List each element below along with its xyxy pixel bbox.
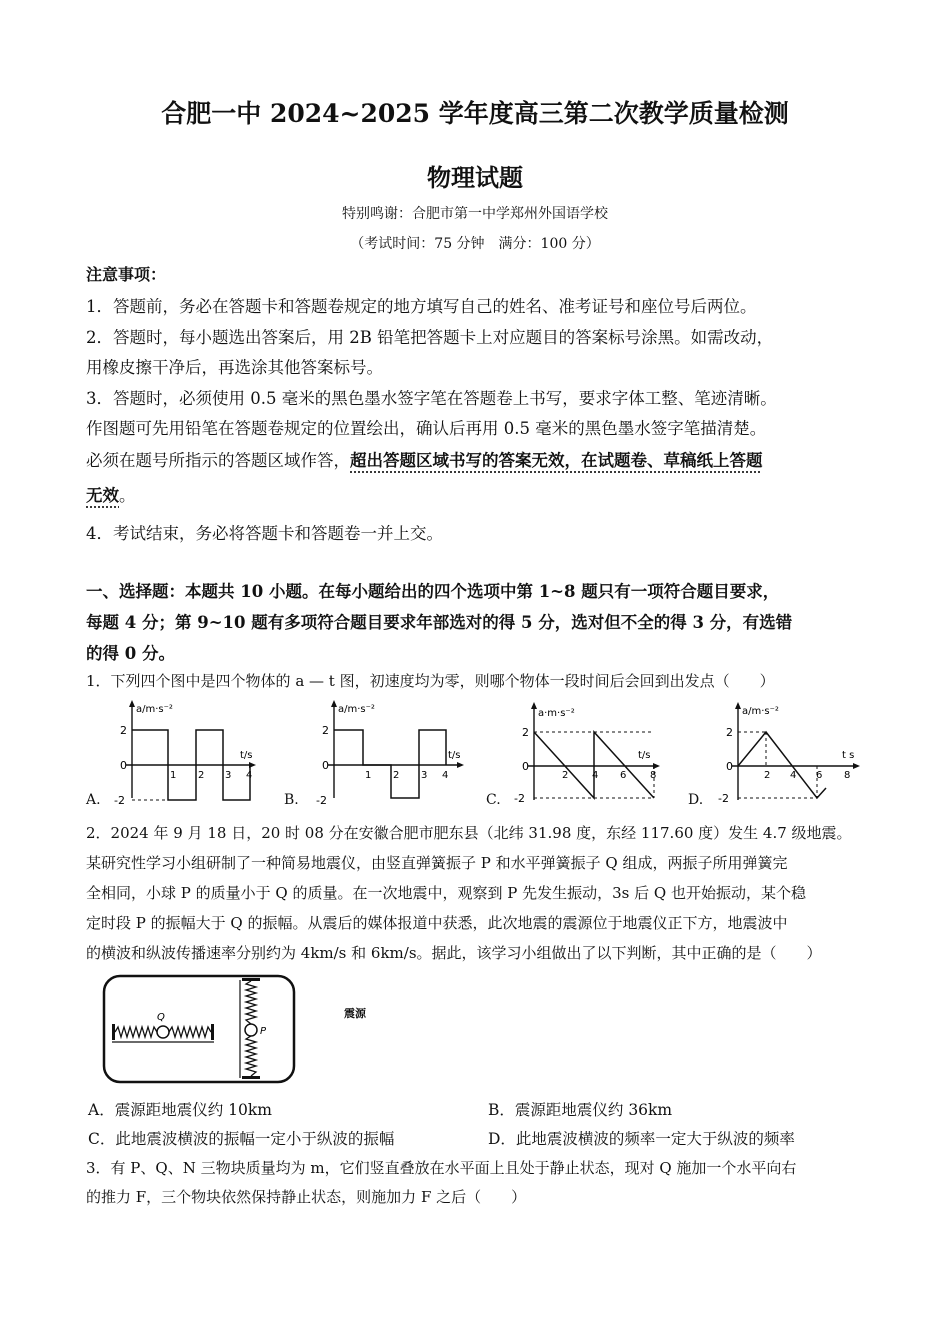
- ball-p: [245, 1024, 257, 1036]
- acceleration-curve: [334, 730, 449, 798]
- section1-line-1: 一、选择题：本题共 10 小题。在每小题给出的四个选项中第 1~8 题只有一项符合题目要求，: [86, 582, 780, 601]
- q2-option-b: B．震源距地震仪约 36km: [488, 1101, 673, 1119]
- label-q: Q: [157, 1012, 165, 1023]
- top-wall: [242, 978, 260, 981]
- y-tick-neg2: -2: [114, 794, 125, 807]
- notice-item-1: 1．答题前，务必在答题卡和答题卷规定的地方填写自己的姓名、准考证号和座位号后两位。: [86, 297, 757, 316]
- q3-line-1: 3．有 P、Q、N 三物块质量均为 m，它们竖直叠放在水平面上且处于静止状态，现对 Q 施加一个水平向右: [86, 1159, 797, 1177]
- y-tick-0: 0: [322, 759, 329, 772]
- x-tick-4: 4: [790, 770, 797, 781]
- y-axis-arrow: [129, 700, 135, 707]
- q2-line-5: 的横波和纵波传播速率分别约为 4km/s 和 6km/s。据此，该学习小组做出了以下判断，其中正确的是（ ）: [86, 944, 822, 962]
- y-axis-arrow: [331, 700, 337, 707]
- y-tick-2: 2: [322, 724, 329, 737]
- q2-line-2: 某研究性学习小组研制了一种简易地震仪，由竖直弹簧振子 P 和水平弹簧振子 Q 组成，两振子所用弹簧完: [86, 854, 788, 872]
- x-tick-4: 4: [442, 770, 449, 781]
- x-axis-arrow: [853, 763, 860, 769]
- notice-item-3-emphasis-end: 无效: [86, 486, 119, 505]
- x-tick-3: 3: [225, 770, 232, 781]
- x-tick-1: 1: [365, 770, 372, 781]
- notice-item-3-period: 。: [119, 486, 136, 505]
- y-tick-2: 2: [726, 726, 733, 739]
- bottom-wall: [242, 1076, 260, 1079]
- notice-item-4: 4．考试结束，务必将答题卡和答题卷一并上交。: [86, 524, 443, 543]
- y-tick-neg2: -2: [514, 792, 525, 805]
- spring-p-top: [246, 981, 256, 1024]
- subject-title: 物理试题: [427, 163, 523, 192]
- q1-graph-a-svg: [86, 698, 266, 810]
- exam-title: 合肥一中 2024~2025 学年度高三第二次教学质量检测: [161, 99, 789, 128]
- y-tick-neg2: -2: [718, 792, 729, 805]
- exam-info: （考试时间：75 分钟 满分：100 分）: [350, 236, 600, 252]
- label-p: P: [260, 1026, 267, 1037]
- x-tick-4: 4: [592, 770, 599, 781]
- spring-q-left: [115, 1027, 157, 1037]
- x-axis-label: t/s: [638, 750, 651, 761]
- x-tick-3: 3: [421, 770, 428, 781]
- x-tick-8: 8: [844, 770, 851, 781]
- q2-line-3: 全相同，小球 P 的质量小于 Q 的质量。在一次地震中，观察到 P 先发生振动，3s 后 Q 也开始振动，某个稳: [86, 884, 806, 902]
- q1-graph-b-svg: [276, 698, 476, 810]
- y-tick-0: 0: [726, 760, 733, 773]
- y-tick-2: 2: [522, 726, 529, 739]
- q1-option-d-label: D.: [688, 792, 704, 808]
- left-wall: [112, 1024, 115, 1040]
- q3-line-2: 的推力 F，三个物块依然保持静止状态，则施加力 F 之后（ ）: [86, 1188, 527, 1206]
- q2-option-c: C．此地震波横波的振幅一定小于纵波的振幅: [88, 1130, 395, 1148]
- acceleration-curve: [534, 732, 657, 798]
- y-axis-arrow: [735, 702, 741, 709]
- q1-graph-d: [686, 698, 866, 810]
- x-tick-2: 2: [562, 770, 569, 781]
- notice-item-2-line-1: 2．答题时，每小题选出答案后，用 2B 铅笔把答题卡上对应题目的答案标号涂黑。如需改动，: [86, 328, 774, 347]
- notice-item-3-line-3: [86, 447, 763, 471]
- x-tick-2: 2: [393, 770, 400, 781]
- right-block: [211, 1024, 214, 1040]
- q1-option-b-label: B.: [284, 792, 299, 808]
- x-axis-label: t/s: [240, 750, 253, 761]
- y-axis-label: a/m·s⁻²: [338, 704, 375, 715]
- notice-heading: 注意事项：: [86, 265, 167, 284]
- notice-item-3-normal: 必须在题号所指示的答题区域作答，: [86, 451, 350, 470]
- q2-line-1: 2．2024 年 9 月 18 日，20 时 08 分在安徽合肥市肥东县（北纬 31.98 度，东经 117.60 度）发生 4.7 级地震。: [86, 824, 852, 842]
- notice-item-3-line-4: [86, 482, 136, 506]
- q1-graph-c: [486, 698, 666, 810]
- notice-item-3-line-2: 作图题可先用铅笔在答题卷规定的位置绘出，确认后再用 0.5 毫米的黑色墨水签字笔描清楚。: [86, 419, 767, 438]
- x-tick-6: 6: [620, 770, 627, 781]
- notice-item-3-emphasis: 超出答题区域书写的答案无效，在试题卷、草稿纸上答题: [350, 451, 763, 470]
- x-tick-4: 4: [246, 770, 253, 781]
- q1-stem: 1．下列四个图中是四个物体的 a — t 图，初速度均为零，则哪个物体一段时间后会回到出发点（ ）: [86, 672, 775, 690]
- x-tick-1: 1: [170, 770, 177, 781]
- q1-graph-a: [86, 698, 266, 810]
- x-tick-6: 6: [816, 770, 823, 781]
- y-axis-arrow: [531, 702, 537, 709]
- y-tick-neg2: -2: [316, 794, 327, 807]
- notice-item-2-line-2: 用橡皮擦干净后，再选涂其他答案标号。: [86, 358, 383, 377]
- thanks-line: 特别鸣谢：合肥市第一中学郑州外国语学校: [342, 206, 608, 222]
- q1-option-a-label: A.: [86, 792, 101, 808]
- ball-q: [157, 1026, 169, 1038]
- x-axis-label: t/s: [448, 750, 461, 761]
- source-label: 震源: [344, 1007, 366, 1020]
- y-tick-0: 0: [120, 759, 127, 772]
- y-axis-label: a·m·s⁻²: [538, 708, 575, 719]
- seismograph-figure: [100, 972, 300, 1086]
- y-axis-label: a/m·s⁻²: [742, 706, 779, 717]
- x-axis-arrow: [457, 762, 464, 768]
- y-tick-0: 0: [522, 760, 529, 773]
- y-axis-label: a/m·s⁻²: [136, 704, 173, 715]
- notice-item-3-line-1: 3．答题时，必须使用 0.5 毫米的黑色墨水签字笔在答题卷上书写，要求字体工整、笔迹清晰。: [86, 389, 777, 408]
- x-axis-label: t s: [842, 750, 855, 761]
- q2-line-4: 定时段 P 的振幅大于 Q 的振幅。从震后的媒体报道中获悉，此次地震的震源位于地震仪正下方，地震波中: [86, 914, 788, 932]
- acceleration-curve: [738, 732, 826, 798]
- spring-p-bottom: [246, 1036, 256, 1076]
- x-tick-2: 2: [764, 770, 771, 781]
- q1-graph-b: [276, 698, 476, 810]
- q1-option-c-label: C.: [486, 792, 501, 808]
- q2-option-a: A．震源距地震仪约 10km: [88, 1101, 272, 1119]
- q1-graph-c-svg: [486, 698, 666, 810]
- q1-graph-d-svg: [686, 698, 866, 810]
- x-tick-2: 2: [198, 770, 205, 781]
- seismograph-svg: [100, 972, 300, 1086]
- x-tick-8: 8: [650, 770, 657, 781]
- spring-q-right: [169, 1027, 211, 1037]
- section1-line-3: 的得 0 分。: [86, 644, 175, 663]
- y-tick-2: 2: [120, 724, 127, 737]
- section1-line-2: 每题 4 分；第 9~10 题有多项符合题目要求年部选对的得 5 分，选对但不全的得 3 分，有选错: [86, 613, 793, 632]
- q2-option-d: D．此地震波横波的频率一定大于纵波的频率: [488, 1130, 795, 1148]
